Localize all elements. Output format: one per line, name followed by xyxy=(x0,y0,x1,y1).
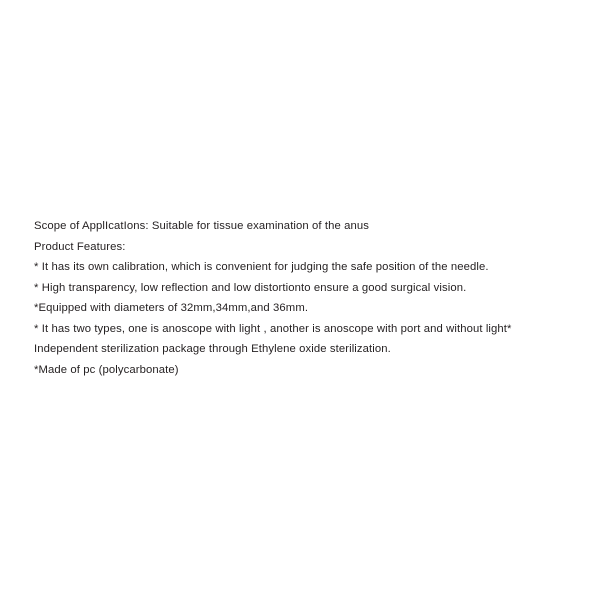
description-line-7: Independent sterilization package through Ethylene oxide sterilization. xyxy=(34,343,391,355)
description-line-2: Product Features: xyxy=(34,240,126,253)
product-description-block xyxy=(34,216,574,380)
description-line-5: *Equipped with diameters of 32mm,34mm,and 36mm. xyxy=(34,302,309,314)
description-line-3: * It has its own calibration, which is convenient for judging the safe position of the needle. xyxy=(34,261,489,273)
description-line-4: * High transparency, low reflection and low distortionto ensure a good surgical vision. xyxy=(34,281,467,294)
description-line-6: * It has two types, one is anoscope with light , another is anoscope with port and without light* xyxy=(34,322,512,335)
description-line-8: *Made of pc (polycarbonate) xyxy=(34,363,179,376)
description-line-1: Scope of ApplIcatIons: Suitable for tissue examination of the anus xyxy=(34,220,370,232)
